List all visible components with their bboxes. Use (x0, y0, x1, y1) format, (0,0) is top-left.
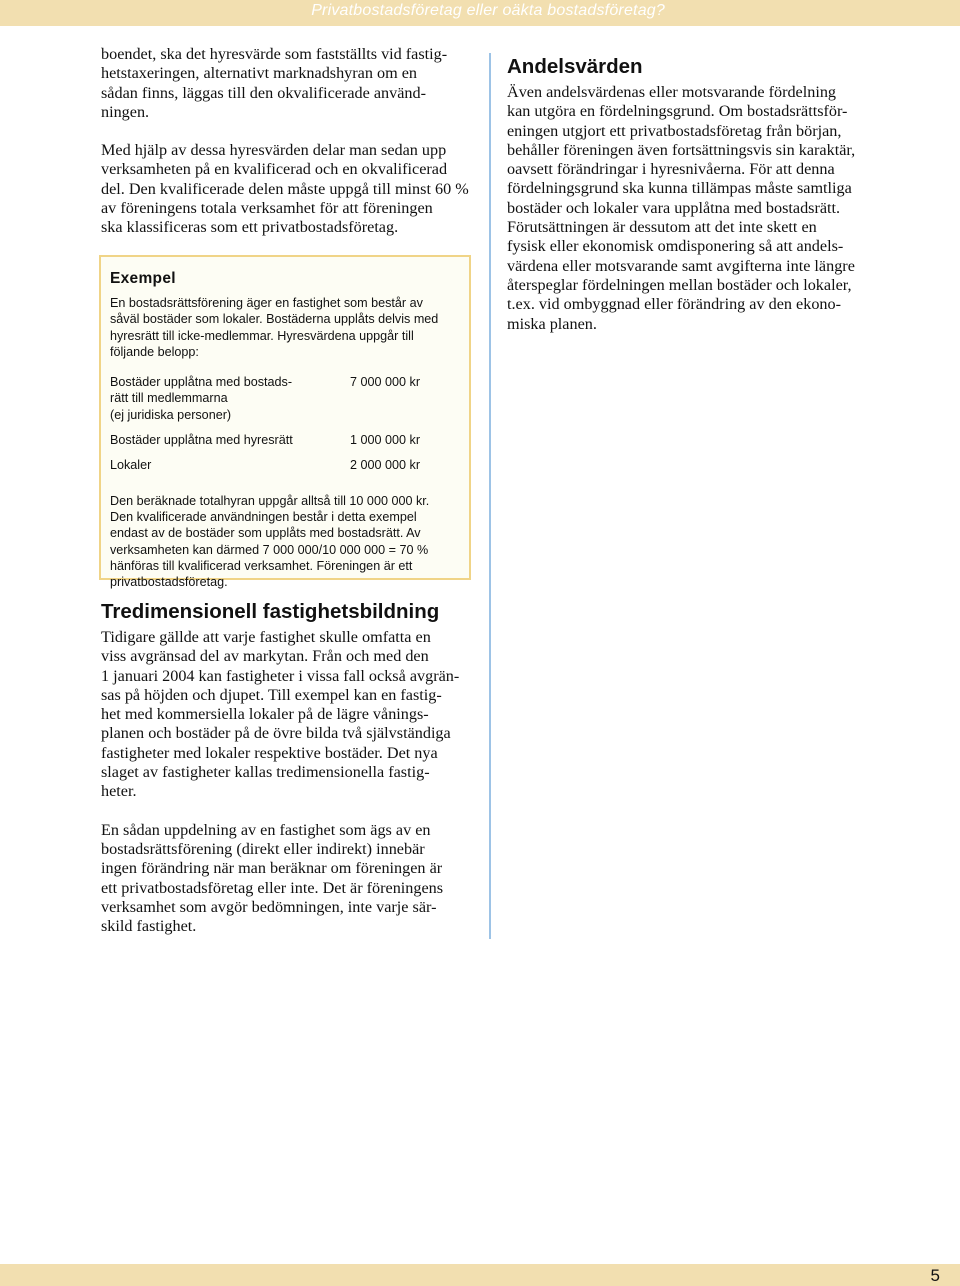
right-column (507, 55, 882, 353)
column-divider (489, 53, 491, 939)
row-label: Bostäder upplåtna med hyresrätt (110, 433, 293, 448)
section-heading-andelsvarden: Andelsvärden (507, 55, 643, 78)
paragraph-tredimensionell-2: En sådan uppdelning av en fastighet som ägs av en bostadsrättsförening (direkt eller indirekt) innebär ingen förändring när man beräknar om föreningen är ett privatbostadsföretag eller inte. Det är föreningens verksamhet som avgör bedömningen, inte varje sär- skild fastighet. (101, 820, 444, 936)
table-row (110, 432, 460, 457)
footer-band (0, 1264, 960, 1286)
row-label: Lokaler (110, 458, 152, 473)
example-intro: En bostadsrättsförening äger en fastighet som består av såväl bostäder som lokaler. Bostäderna upplåts delvis med hyresrätt till icke-medlemmar. Hyresvärdena uppgår till följande belopp: (110, 296, 439, 359)
example-amount-table (110, 374, 460, 482)
row-label: Bostäder upplåtna med bostads- rätt till medlemmarna (ej juridiska personer) (110, 375, 293, 422)
section-tredimensionell (101, 600, 473, 955)
left-column (101, 45, 473, 257)
running-header-title: Privatbostadsföretag eller oäkta bostadsföretag? (311, 2, 665, 19)
paragraph-tredimensionell-1: Tidigare gällde att varje fastighet skulle omfatta en viss avgränsad del av markytan. Från och med den 1 januari 2004 kan fastigheter i vissa fall också avgrän- sas på höjden och djupet. Till exempel kan en fastig- het med kommersiella lokaler på de lägre vånings- planen och bostäder på de övre bilda två självständiga fastigheter med lokaler respektive bostäder. Det nya slaget av fastigheter kallas tredimensionella fastig- heter. (101, 628, 460, 801)
table-row (110, 374, 460, 432)
row-amount: 2 000 000 kr (350, 458, 421, 473)
page-number: 5 (930, 1266, 940, 1285)
section-heading-tredimensionell: Tredimensionell fastighetsbildning (101, 600, 440, 623)
paragraph-kvalificerad-del: Med hjälp av dessa hyresvärden delar man sedan upp verksamheten på en kvalificerad och en okvalificerad del. Den kvalificerade delen måste uppgå till minst 60 % av föreningens totala verksamhet för att föreningen ska klassificeras som ett privatbostadsföretag. (101, 141, 469, 237)
example-title: Exempel (110, 270, 176, 287)
example-box (99, 255, 471, 590)
row-amount: 7 000 000 kr (350, 375, 421, 390)
paragraph-andelsvarden: Även andelsvärdenas eller motsvarande fördelning kan utgöra en fördelningsgrund. Om bostadsrättsför- eningen utgjort ett privatbostadsföretag från början, behåller föreningen även fortsättningsvis sin karaktär, oavsett förändringar i hyresnivåerna. För att denna fördelningsgrund ska kunna tillämpas måste samtliga bostäder och lokaler vara upplåtna med bostadsrätt. Förutsättningen är dessutom att det inte skett en fysisk eller ekonomisk omdisponering så att andels- värdena eller motsvarande samt avgifterna inte längre återspeglar fördelningen mellan bostäder och lokaler, t.ex. vid ombyggnad eller förändring av den ekono- miska planen. (507, 83, 856, 333)
paragraph-hyresvarde: boendet, ska det hyresvärde som fastställts vid fastig- hetstaxeringen, alternativt marknadshyran om en sådan finns, läggas till den okvalificerade använd- ningen. (101, 45, 448, 121)
example-conclusion: Den beräknade totalhyran uppgår alltså till 10 000 000 kr. Den kvalificerade användningen består i detta exempel endast av de bostäder som upplåts med bostadsrätt. Av verksamheten kan därmed 7 000 000/10 000 000 = 70 % hänföras till kvalificerad verksamhet. Föreningen är ett privatbostadsföretag. (110, 493, 430, 590)
row-amount: 1 000 000 kr (350, 433, 421, 448)
table-row (110, 457, 460, 482)
